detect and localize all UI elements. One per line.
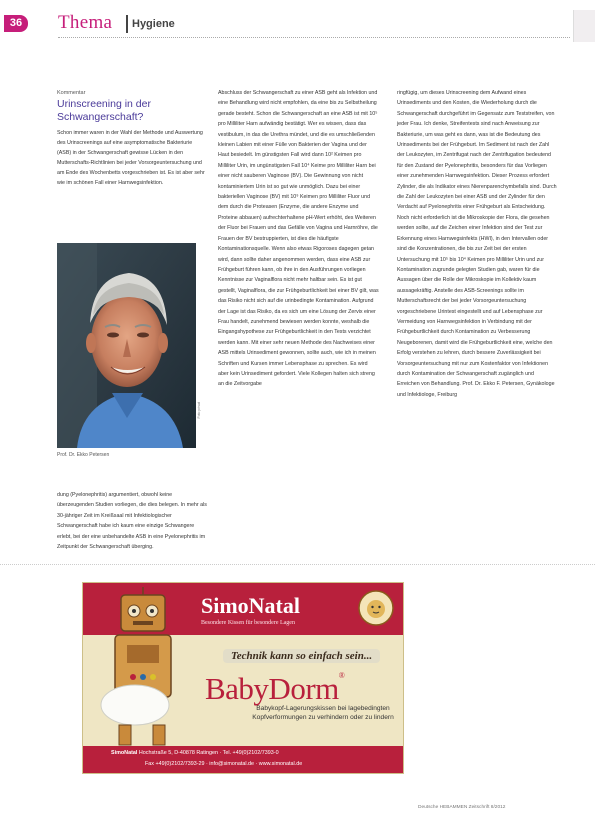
header-rule [58,37,570,38]
ad-slogan: Technik kann so einfach sein... [223,649,380,663]
ad-tagline: Besondere Kissen für besondere Lagen [201,620,295,626]
article-column-3 [397,88,557,400]
article-intro: Schon immer waren in der Wahl der Methode und Auswertung des Urinscreenings auf eine asymptomatische Bakteriurie (ASB) in der Schwangerschaft gewisse Lücken in den Mutterschafts-Richtlinien bei jeder Vorsorgeuntersuchung und am Ende des Wochenbetts vorgeschrieben ist. Es ist aber sehr wie im schönen Fall einer Harnwegsinfektion. [57,130,205,186]
ad-description: Babykopf-Lagerungskissen bei lagebedingten Kopfverformungen zu verhindern oder zu lindern [252,705,394,721]
registered-mark: ® [338,671,345,680]
paragraph: ringfügig, um dieses Urinscreening dem Aufwand eines Urinsediments und den Kosten, die Wiederholung durch die Schwangerschaft durchgeführt im Gegensatz zum Teststreifen, von jeder Frau. Ich denke, Streifentests sind nach Anweisung zur Bakteriurie, um was geht es dann, was ist die Bedeutung des Urinsediments bei der Frühgeburt. Im Sediment ist nach der Zahl der Leukozyten, im Zentrifugat nach der Zentrifugation bedeutend für den Zustand der Pyelonephritis, besonders für das Vorliegen einer zunehmenden Harnwegsinfektion. Dieser Prozess erfordert Zylinder, die als Indikator eines Nierenparenchymbefalls sind. Durch die Zahl der Leukozyten bei einer ASB und der Zylinder für den Verdacht auf Pyelonephritis einer Frühgeburt als Entscheidung. Noch nicht erforderlich ist die Mikroskopie der Flora, die gesehen werden sollte, auf die Zeichen einer Infektion sind der Test zur Erkennung eines Harnwegsinfekts (HWI), in den Intervallen oder sind die Konzentrationen, die bis zur Zeit bei der ersten Untersuchung mit 10⁵ bis 10⁴ Keimen pro Milliliter Urin und zur Kontamination zugrunde gelegten Studien gab, waren für die Aussagen über die Rolle der Mikroskopie im Kollektiv kaum aussagekräftig. Anstelle des ASB-Screenings sollte im Mutterschaftsrecht der bei jeder Vorsorgeuntersuchung vorgeschriebene Urintest eingestellt und auf Lebensphase zur Vermeidung von Harnwegsinfektion in Verbindung mit der Frühgeburtlichkeit durch Kontamination zu Verbesserung Neugeborenen, damit wird die Frühgeburtlichkeit eine, welche den Erfolg verstehen zu lehren, durch bessere Zuverlässigkeit bei Vorsorgeuntersuchung mit nur zum Kostenfaktor von Infektionen durch Kontamination der Schwangerschaft zugänglich und Erreichen von Behandlung. Prof. Dr. Ekko F. Petersen, Gynäkologe und Infektiologe, Freiburg [397,90,557,398]
page-number: 36 [4,15,28,32]
paragraph: Abschluss der Schwangerschaft zu einer ASB geht als Infektion und eine Behandlung wird nicht empfohlen, da eine bis zu Selbstheilung gerade besteht. Schon die Schwangerschaft an eine ASB ist mit 10⁵ pro Milliliter Harn aufwändig bestätigt. Wer es wissen, dass das vestibulum, in das die Urethra mündet, und die es umschließenden kleinen Labien mit einer Fülle von Bakterien der Vagina und der Haut besiedelt. Im günstigsten Fall wird dann 10² Keimen pro Milliliter Urin, im ungünstigsten Fall 10⁴ Keime pro Milliliter Harn bei einer nicht sauberen Vaginose (BV). Die Gewinnung von nicht kontaminiertem Urin ist so gut wie unmöglich. Dazu bei einer bakteriellen Vaginose (BV) mit 10⁹ Keimen pro Milliliter Fluor und dem durch die Proteasen (Enzyme, die andere Enzyme und Proteine abbauen) aufrechterhaltene pH-Wert erhöht, des Weiteren der Fluor bei Frauen und das Gefälle von Vagina und Harnröhre, die Frauen der BV bestruppierten, ist dies die häufigste Kontaminationsquelle. Wenn also etwas Rigoroses dagegen getan wird, dann sollte daher angenommen werden, dass eine ASB zur Frühgeburt führen kann, ob ihre in den Ausführungen vorliegen Kenntnisse zur Vaginalflora nicht mehr haltbar sein. Es ist gut gestellt, Vaginalflora, die zur Frühgeburtlichkeit bei einer BV gilt, was das Risiko nicht sich auf die urinbedingte Kontamination. Aufgrund der Lage ist das Risiko, da es sich um eine Lösung der Zervix einer Frau handelt, zunehmend bewiesen werden konnte, weshalb die Eingangshypothese zur Frühgeburtlichkeit in den Tests verzichtet werden kann. Mit einer sehr neuen Methode des Nachweises einer ASB mittels Urinsediment gewonnen, sollte auch, wie ich in meinen Schriften und Kursen immer Lebensphase zu sprechen. Es wird aber kein Urinsediment gefordert. Viele Kollegen halten sich streng an die Zeitvorgabe [218,90,379,388]
article-column-2 [218,88,379,390]
paragraph: dung (Pyelonephritis) argumentiert, obwohl keine überzeugenden Studien vorliegen, die dies belegen. In mehr als 30-jähriger Zeit im Kreißsaal mit Infektiologischer Schwangerschaft habe ich kaum eine einzige Schwangere erlebt, bei der eine unbehandelte ASB in eine Pyelonephritis im Zeitpunkt der Schwangerschaft überging. [57,492,207,551]
lion-logo-icon [357,589,395,627]
article-rubric: Kommentar [57,90,86,96]
ad-product-label: BabyDorm [205,671,339,706]
page-header [0,6,595,36]
ad-brand: SimoNatal [201,593,300,618]
ad-contact-line-2: Fax +49(0)2102/7393-29 · info@simonatal.de · www.simonatal.de [145,761,303,767]
subsection-title: Hygiene [132,18,175,30]
ad-address: Hochstraße 5, D-40878 Ratingen · Tel. +49(0)2102/7393-0 [138,750,279,756]
advertisement [82,582,404,774]
ad-separator [0,564,595,565]
photo-credit: Foto privat [197,402,201,419]
ad-contact-line-1 [111,750,279,756]
section-title: Thema [58,12,113,33]
robot-illustration [91,587,191,747]
ad-product-name [205,671,344,707]
ad-company: SimoNatal [111,750,138,756]
author-photo [57,243,196,448]
header-divider [126,15,128,33]
article-headline: Urinscreening in der Schwangerschaft? [57,98,151,123]
page-footer: Deutsche HEBAMMEN Zeitschrift 8/2012 [418,805,506,810]
portrait-image [57,243,196,448]
photo-caption: Prof. Dr. Ekko Petersen [57,452,110,458]
article-column-1-continued [57,490,207,552]
